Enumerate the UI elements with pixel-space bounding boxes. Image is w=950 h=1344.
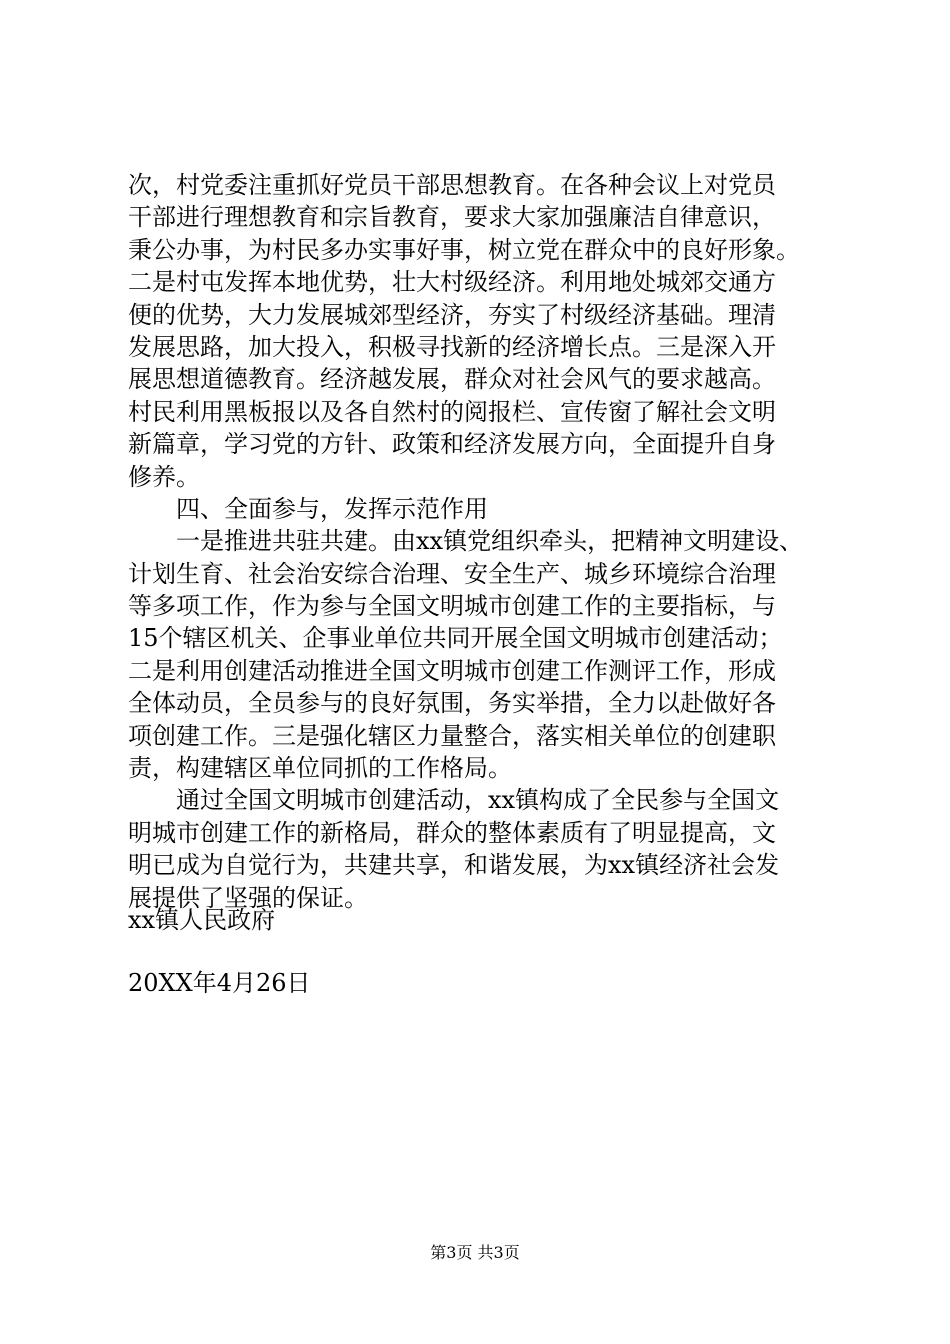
text-line: 发展思路，加大投入，积极寻找新的经济增长点。三是深入开 xyxy=(128,332,776,361)
text-line: 展提供了坚强的保证。 xyxy=(128,883,368,912)
text-line: 秉公办事，为村民多办实事好事，树立党在群众中的良好形象。 xyxy=(128,235,800,264)
signature-date: 20XX年4月26日 xyxy=(128,969,311,997)
text-line: 等多项工作，作为参与全国文明城市创建工作的主要指标，与 xyxy=(128,592,776,621)
text-line: 计划生育、社会治安综合治理、安全生产、城乡环境综合治理 xyxy=(128,559,776,588)
text-line: 项创建工作。三是强化辖区力量整合，落实相关单位的创建职 xyxy=(128,721,776,750)
paragraph-conclusion xyxy=(128,784,828,914)
text-line: 全体动员，全员参与的良好氛围，务实举措，全力以赴做好各 xyxy=(128,689,776,718)
paragraph-section-four xyxy=(128,525,828,784)
text-line: 展思想道德教育。经济越发展，群众对社会风气的要求越高。 xyxy=(128,365,776,394)
text-line: 明城市创建工作的新格局，群众的整体素质有了明显提高，文 xyxy=(128,818,776,847)
text-line: 修养。 xyxy=(128,462,200,491)
signature-organization: xx镇人民政府 xyxy=(128,906,276,934)
page-footer xyxy=(0,1243,950,1263)
section-heading-text: 四、全面参与，发挥示范作用 xyxy=(176,494,488,523)
text-line: 一是推进共驻共建。由xx镇党组织牵头，把精神文明建设、 xyxy=(176,527,804,556)
text-line: 便的优势，大力发展城郊型经济，夯实了村级经济基础。理清 xyxy=(128,300,776,329)
text-line: 次，村党委注重抓好党员干部思想教育。在各种会议上对党员 xyxy=(128,171,776,199)
text-line: 明已成为自觉行为，共建共享，和谐发展，为xx镇经济社会发 xyxy=(128,851,780,880)
paragraph-continued xyxy=(128,169,828,493)
text-line: 责，构建辖区单位同抓的工作格局。 xyxy=(128,754,512,783)
text-line: 二是村屯发挥本地优势，壮大村级经济。利用地处城郊交通方 xyxy=(128,268,776,297)
page-number-label: 第3页 共3页 xyxy=(430,1243,520,1262)
text-line: 村民利用黑板报以及各自然村的阅报栏、宣传窗了解社会文明 xyxy=(128,397,776,426)
text-line: 二是利用创建活动推进全国文明城市创建工作测评工作，形成 xyxy=(128,656,776,685)
text-line: 干部进行理想教育和宗旨教育，要求大家加强廉洁自律意识， xyxy=(128,203,776,232)
section-heading xyxy=(128,493,828,525)
document-body xyxy=(128,169,828,914)
text-line: 15个辖区机关、企事业单位共同开展全国文明城市创建活动； xyxy=(128,624,783,653)
text-line: 新篇章，学习党的方针、政策和经济发展方向，全面提升自身 xyxy=(128,430,776,459)
text-line: 通过全国文明城市创建活动，xx镇构成了全民参与全国文 xyxy=(176,786,780,815)
